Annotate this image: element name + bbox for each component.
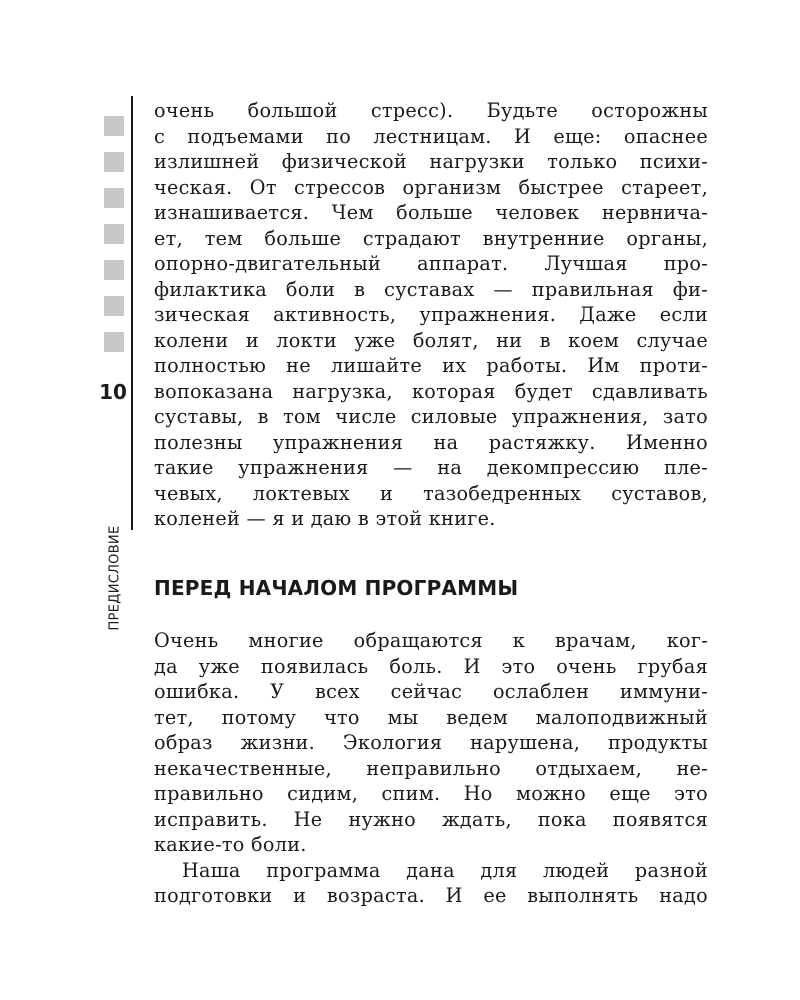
text-line: с подъемами по лестницам. И еще: опаснее <box>154 124 708 148</box>
paragraph-1 <box>154 98 708 532</box>
text-line: филактика боли в суставах — правильная фи- <box>154 277 708 301</box>
text-line: образ жизни. Экология нарушена, продукты <box>154 731 708 754</box>
text-line: зическая активность, упражнения. Даже если <box>154 303 708 326</box>
section-label <box>100 525 130 631</box>
decorative-squares <box>104 116 124 368</box>
text-line: такие упражнения — на декомпрессию пле- <box>154 456 708 479</box>
text-line: чевых, локтевых и тазобедренных суставов, <box>154 481 708 505</box>
decorative-square <box>104 188 124 208</box>
text-line: ческая. От стрессов организм быстрее стареет, <box>154 175 708 199</box>
section-label-text: ПРЕДИСЛОВИЕ <box>107 525 123 631</box>
text-line: Наша программа дана для людей разной <box>182 858 708 882</box>
decorative-square <box>104 224 124 244</box>
page-number: 10 <box>99 380 127 404</box>
text-line: некачественные, неправильно отдыхаем, не- <box>154 756 708 780</box>
text-line: суставы, в том числе силовые упражнения, зато <box>154 405 708 428</box>
text-line: ошибка. У всех сейчас ослаблен иммуни- <box>154 680 708 703</box>
text-line: полезны упражнения на растяжку. Именно <box>154 430 708 454</box>
text-line: Очень многие обращаются к врачам, ког- <box>154 629 708 652</box>
text-line: ет, тем больше страдают внутренние органы, <box>154 226 708 250</box>
decorative-square <box>104 116 124 136</box>
text-line: исправить. Не нужно ждать, пока появятся <box>154 807 708 831</box>
text-line: полностью не лишайте их работы. Им проти- <box>154 354 708 377</box>
text-line: излишней физической нагрузки только психи- <box>154 150 708 173</box>
text-line: да уже появилась боль. И это очень грубая <box>154 654 708 678</box>
text-line: опорно-двигательный аппарат. Лучшая про- <box>154 252 708 275</box>
decorative-square <box>104 152 124 172</box>
margin-rule <box>131 96 133 530</box>
text-line: подготовки и возраста. И ее выполнять надо <box>154 884 708 907</box>
text-line: какие-то боли. <box>154 833 307 856</box>
decorative-square <box>104 296 124 316</box>
text-line: коленей — я и даю в этой книге. <box>154 507 496 530</box>
page-margin <box>96 100 132 631</box>
text-line: колени и локти уже болят, ни в коем случае <box>154 328 708 352</box>
decorative-square <box>104 260 124 280</box>
text-line: очень большой стресс). Будьте осторожны <box>154 99 708 122</box>
text-line: правильно сидим, спим. Но можно еще это <box>154 782 708 805</box>
text-line: вопоказана нагрузка, которая будет сдавливать <box>154 379 708 403</box>
text-line: изнашивается. Чем больше человек нервнича- <box>154 201 708 224</box>
section-heading: ПЕРЕД НАЧАЛОМ ПРОГРАММЫ <box>154 576 519 600</box>
text-line: тет, потому что мы ведем малоподвижный <box>154 705 708 729</box>
decorative-square <box>104 332 124 352</box>
paragraph-2 <box>154 628 708 909</box>
